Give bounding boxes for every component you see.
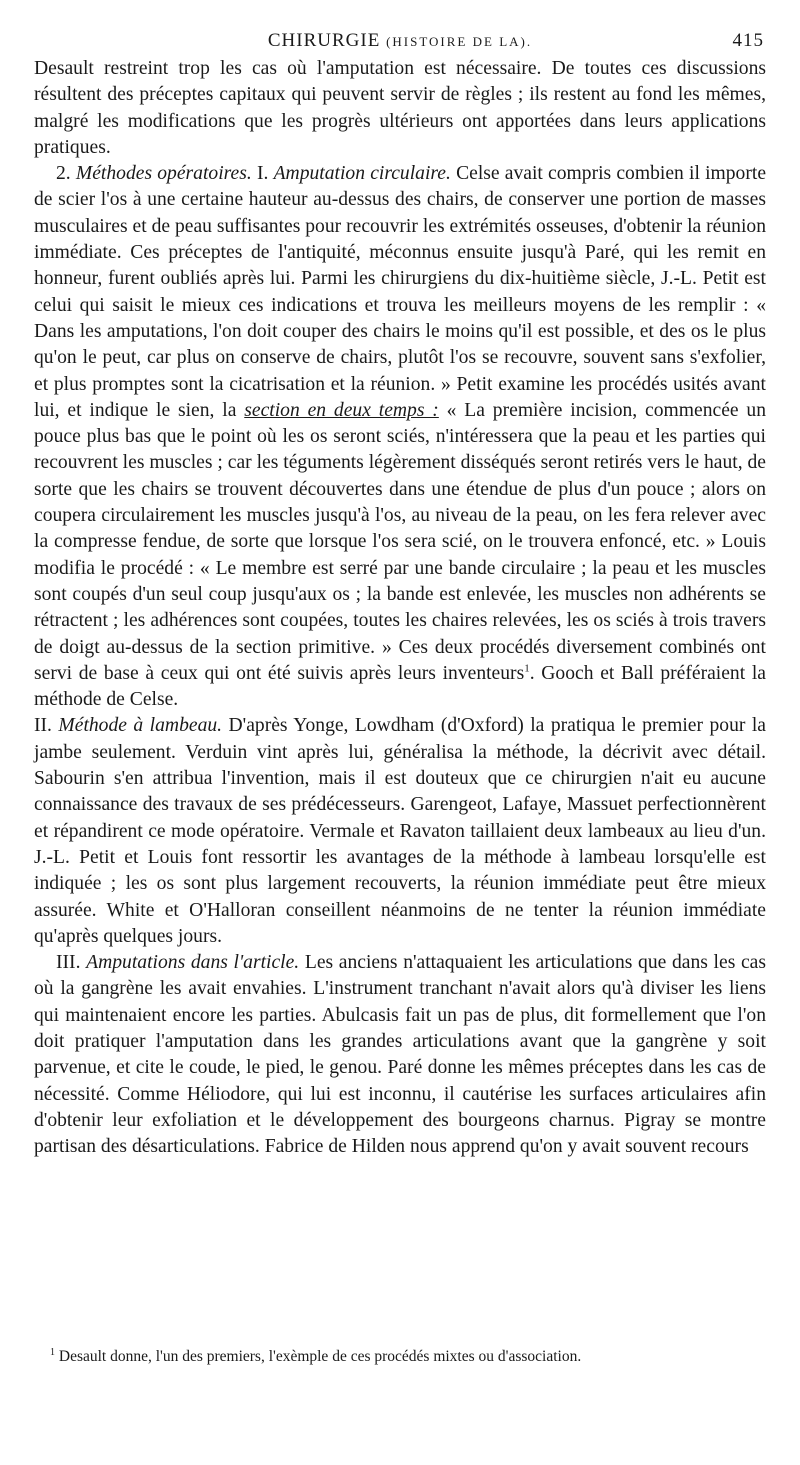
page-number: 415 [732,30,764,51]
section-heading: Méthodes opératoires. [75,163,252,185]
paragraph-lambeau [34,713,766,950]
footnote-reference: 1 [524,662,530,675]
footnote [50,1348,581,1366]
running-title-paren: (HISTOIRE DE LA). [386,34,533,49]
subsection-heading: Méthode à lambeau. [58,715,223,737]
paragraph-text: . Gooch et Ball préféraient la méthode de Celse. [34,662,766,711]
footnote-mark: 1 [50,1346,55,1358]
footnote-text: Desault donne, l'un des premiers, l'exèmple de ces procédés mixtes ou d'association. [58,1348,582,1365]
paragraph-methodes [34,161,766,713]
subsection-heading: Amputation circulaire. [273,163,451,185]
paragraph-text: Les anciens n'attaquaient les articulations que dans les cas où la gangrène les avait envahies. L'instrument tranchant n'avait alors qu'à diviser les liens qui maintenaient encore les parties. Abulcasis fait un pas de plus, dit formellement que l'on doit pratiquer l'amputation dans les grandes articulations avant que la gangrène y soit parvenue, et cite le coude, le pied, le genou. Paré donne les mêmes préceptes dans les cas de nécessité. Comme Héliodore, qui lui est inconnu, il cautérise les surfaces articulaires afin d'obtenir leur exfoliation et le développement des bourgeons charnus. Pigray se montre partisan des désarticulations. Fabrice de Hilden nous apprend qu'on y avait souvent recours [34,952,766,1158]
page [34,28,766,1160]
emphasis-text: section en deux temps : [244,399,439,421]
running-title [34,30,766,52]
section-number: 2. [56,163,71,185]
paragraph-article [34,950,766,1160]
body-text [34,56,766,1160]
paragraph-text: « La première incision, commencée un pouce plus bas que le point où les os seront sciés, n'intéressera que la peau et les parties qui recouvrent les muscles ; car les téguments légèrement disséqués seront retirés vers le haut, de sorte que les chairs se trouvent découvertes dans une étendue de plus d'un pouce ; alors on coupera circulairement les muscles jusqu'à l'os, au niveau de la peau, on les fera relever avec la compresse fendue, de sorte que lorsque l'os sera scié, on le trouvera enfoncé, etc. » Louis modifia le procédé : « Le membre est serré par une bande circulaire ; la peau et les muscles sont coupés d'un seul coup jusqu'aux os ; la bande est enlevée, les muscles non adhérents se rétractent ; les adhérences sont coupées, toutes les chaires relevées, les os sciés à trois travers de doigt au-dessus de la section primitive. » Ces deux procédés diversement combinés ont servi de base à ceux qui ont été suivis après leurs inventeurs [34,399,767,684]
subsection-number: I. [256,163,269,185]
paragraph-text: Celse avait compris combien il importe de scier l'os à une certaine hauteur au-dessus des chairs, de conserver une portion de masses musculaires et de peau suffisantes pour recouvrir les extrémités osseuses, d'obtenir la réunion immédiate. Ces préceptes de l'antiquité, méconnus ensuite jusqu'à Paré, qui les remit en honneur, furent oubliés après lui. Parmi les chirurgiens du dix-huitième siècle, J.-L. Petit est celui qui saisit le mieux ces indications et trouva les meilleurs moyens de les remplir : « Dans les amputations, l'on doit couper des chairs le moins qu'il est possible, et des os le plus qu'on le peut, car plus on conserve de chairs, plutôt l'os se recouvre, souvent sans s'exfolier, et plus promptes sont la cicatrisation et la réunion. » Petit examine les procédés usités avant lui, et indique le sien, la [34,163,767,421]
running-header [34,28,766,56]
running-title-main: CHIRURGIE [267,30,381,51]
subsection-number: III. [56,952,81,974]
paragraph-text: D'après Yonge, Lowdham (d'Oxford) la pratiqua le premier pour la jambe seulement. Verduin vint après lui, généralisa la méthode, la décrivit avec détail. Sabourin s'en attribua l'invention, mais il est douteux que ce chirurgien n'ait eu aucune connaissance des travaux de ses prédécesseurs. Garengeot, Lafaye, Massuet perfectionnèrent et répandirent ce mode opératoire. Vermale et Ravaton taillaient deux lambeaux au lieu d'un. J.-L. Petit et Louis font ressortir les avantages de la méthode à lambeau lorsqu'elle est indiquée ; les os sont plus largement recouverts, la réunion immédiate peut être mieux assurée. White et O'Halloran conseillent néanmoins de ne tenter la réunion immédiate qu'après quelques jours. [34,715,766,947]
subsection-heading: Amputations dans l'article. [86,952,300,974]
paragraph-intro: Desault restreint trop les cas où l'amputation est nécessaire. De toutes ces discussions résultent des préceptes capitaux qui peuvent servir de règles ; ils restent au fond les mêmes, malgré les modifications que les progrès ultérieurs ont apportées dans leurs applications pratiques. [34,58,766,158]
subsection-number: II. [34,715,52,737]
